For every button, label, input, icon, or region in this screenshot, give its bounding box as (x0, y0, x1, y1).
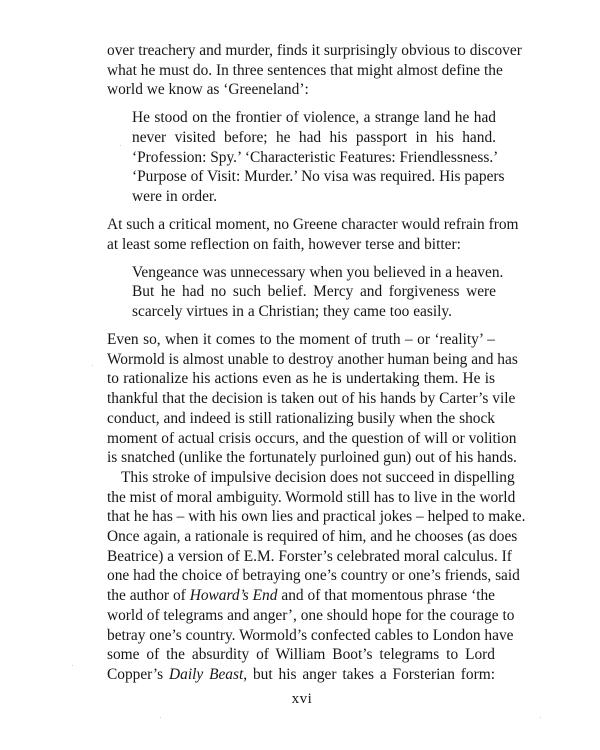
body-text-line: the mist of moral ambiguity. Wormold still has to live in the world (107, 489, 516, 506)
paper-speck (540, 717, 541, 718)
quote-text-line: ‘Purpose of Visit: Murder.’ No visa was required. His papers (132, 168, 505, 185)
quote-text-line: ‘Profession: Spy.’ ‘Characteristic Features: Friendlessness.’ (132, 149, 499, 166)
page-number: xvi (291, 691, 313, 707)
body-text-line: At such a critical moment, no Greene character would refrain from (107, 216, 519, 233)
body-text-line: one had the choice of betraying one’s country or one’s friends, said (107, 567, 520, 584)
quote-text-line: Vengeance was unnecessary when you believed in a heaven. (132, 264, 504, 281)
quote-text-line: scarcely virtues in a Christian; they came too easily. (132, 303, 452, 320)
quote-text-line: But he had no such belief. Mercy and forgiveness were (132, 283, 496, 300)
paper-speck (160, 717, 161, 718)
quote-text-line: were in order. (132, 188, 218, 205)
body-text-line: Once again, a rationale is required of him, and he chooses (as does (107, 528, 518, 545)
body-text-line: Even so, when it comes to the moment of truth – or ‘reality’ – (107, 331, 495, 348)
body-text-line: Copper’s Daily Beast, but his anger takes a Forsterian form: (107, 666, 496, 683)
paper-speck (120, 145, 121, 146)
body-text-line: Wormold is almost unable to destroy another human being and has (107, 351, 518, 368)
body-text-line: moment of actual crisis occurs, and the question of will or volition (107, 430, 517, 447)
body-text-line: over treachery and murder, finds it surprisingly obvious to discover (107, 42, 522, 59)
body-text-line: world we know as ‘Greeneland’: (107, 81, 309, 98)
body-text-line: some of the absurdity of William Boot’s telegrams to Lord (107, 646, 495, 663)
body-text-line: This stroke of impulsive decision does not succeed in dispelling (121, 469, 515, 486)
body-text-line: at least some reflection on faith, however terse and bitter: (107, 236, 461, 253)
body-text-line: to rationalize his actions even as he is undertaking them. He is (107, 370, 495, 387)
body-text-line: that he has – with his own lies and practical jokes – helped to make. (107, 508, 526, 525)
body-text-line: is snatched (unlike the fortunately purloined gun) out of his hands. (107, 449, 517, 466)
body-text-line: what he must do. In three sentences that might almost define the (107, 62, 503, 79)
quote-text-line: never visited before; he had his passport in his hand. (132, 129, 496, 146)
body-text-line: conduct, and indeed is still rationalizing busily when the shock (107, 410, 495, 427)
body-text-line: the author of Howard’s End and of that momentous phrase ‘the (107, 587, 496, 604)
body-text-line: thankful that the decision is taken out of his hands by Carter’s vile (107, 390, 516, 407)
quote-text-line: He stood on the frontier of violence, a strange land he had (132, 109, 496, 126)
paper-speck (72, 665, 73, 666)
body-text-line: Beatrice) a version of E.M. Forster’s celebrated moral calculus. If (107, 548, 512, 565)
paper-speck (92, 365, 93, 366)
body-text-line: betray one’s country. Wormold’s confected cables to London have (107, 627, 514, 644)
body-text-line: world of telegrams and anger’, one should hope for the courage to (107, 607, 515, 624)
